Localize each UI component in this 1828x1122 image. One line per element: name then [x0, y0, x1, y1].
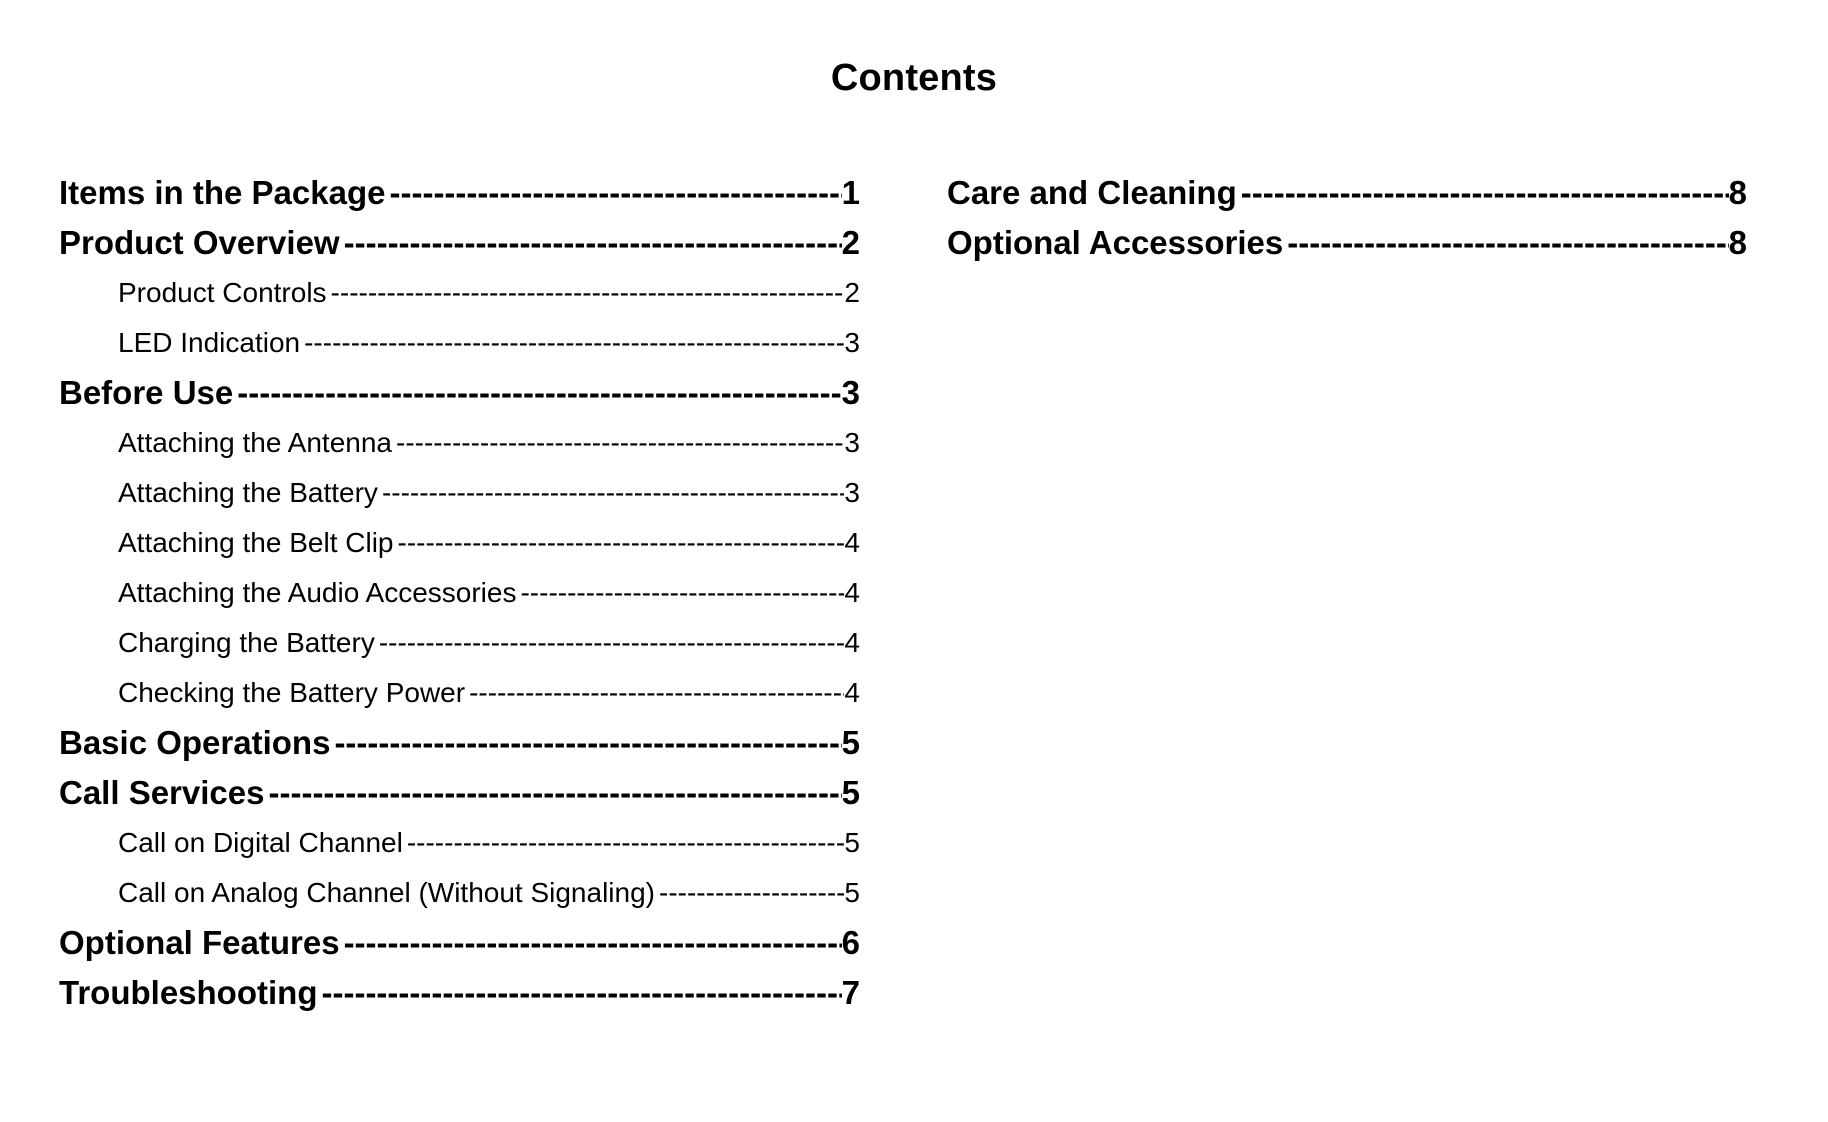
toc-page-number: 3 [841, 374, 860, 411]
toc-entry-led-indication[interactable] [59, 318, 860, 368]
toc-leader-dashes [331, 268, 845, 318]
toc-page-number: 4 [844, 577, 860, 608]
toc-page-number: 4 [844, 527, 860, 558]
toc-entry-product-controls[interactable] [59, 268, 860, 318]
toc-right-column [947, 168, 1747, 268]
toc-entry-label: Basic Operations [59, 724, 331, 761]
toc-entry-call-on-analog-channel-without-signaling[interactable] [59, 868, 860, 918]
toc-leader-dashes [321, 968, 841, 1018]
toc-leader-dashes [398, 518, 845, 568]
toc-entry-troubleshooting[interactable] [59, 968, 860, 1018]
toc-entry-label: Call Services [59, 774, 265, 811]
toc-entry-attaching-the-audio-accessories[interactable] [59, 568, 860, 618]
toc-entry-label: LED Indication [118, 327, 301, 358]
toc-entry-optional-features[interactable] [59, 918, 860, 968]
toc-page-number: 4 [844, 627, 860, 658]
toc-entry-label: Call on Digital Channel [118, 827, 403, 858]
toc-entry-label: Charging the Battery [118, 627, 375, 658]
toc-page-number: 2 [841, 224, 860, 261]
toc-leader-dashes [268, 768, 841, 818]
toc-leader-dashes [237, 368, 841, 418]
page-title: Contents [830, 57, 998, 99]
toc-page-number: 5 [841, 724, 860, 761]
toc-leader-dashes [407, 818, 845, 868]
toc-entry-product-overview[interactable] [59, 218, 860, 268]
toc-entry-label: Before Use [59, 374, 234, 411]
toc-page-number: 8 [1728, 224, 1747, 261]
toc-leader-dashes [344, 918, 842, 968]
toc-leader-dashes [396, 418, 844, 468]
toc-leader-dashes [344, 218, 842, 268]
toc-page-number: 7 [841, 974, 860, 1011]
toc-entry-charging-the-battery[interactable] [59, 618, 860, 668]
toc-entry-basic-operations[interactable] [59, 718, 860, 768]
toc-page-number: 4 [844, 677, 860, 708]
toc-page-number: 5 [844, 877, 860, 908]
toc-page-number: 2 [844, 277, 860, 308]
toc-entry-label: Product Overview [59, 224, 340, 261]
toc-leader-dashes [304, 318, 844, 368]
toc-entry-attaching-the-battery[interactable] [59, 468, 860, 518]
toc-entry-optional-accessories[interactable] [947, 218, 1747, 268]
toc-leader-dashes [520, 568, 844, 618]
toc-entry-before-use[interactable] [59, 368, 860, 418]
toc-page-number: 8 [1728, 174, 1747, 211]
toc-entry-care-and-cleaning[interactable] [947, 168, 1747, 218]
toc-entry-label: Troubleshooting [59, 974, 318, 1011]
toc-leader-dashes [1287, 218, 1728, 268]
toc-entry-label: Items in the Package [59, 174, 386, 211]
toc-left-column [59, 168, 860, 1018]
toc-entry-call-services[interactable] [59, 768, 860, 818]
toc-entry-label: Product Controls [118, 277, 327, 308]
toc-entry-label: Attaching the Battery [118, 477, 378, 508]
toc-page-number: 5 [841, 774, 860, 811]
toc-leader-dashes [379, 618, 845, 668]
toc-leader-dashes [382, 468, 844, 518]
toc-entry-attaching-the-belt-clip[interactable] [59, 518, 860, 568]
toc-entry-checking-the-battery-power[interactable] [59, 668, 860, 718]
toc-page-number: 6 [841, 924, 860, 961]
toc-leader-dashes [334, 718, 841, 768]
toc-entry-attaching-the-antenna[interactable] [59, 418, 860, 468]
toc-entry-label: Care and Cleaning [947, 174, 1237, 211]
toc-leader-dashes [659, 868, 844, 918]
toc-page-number: 5 [844, 827, 860, 858]
toc-entry-label: Call on Analog Channel (Without Signaling) [118, 877, 655, 908]
toc-page-number: 1 [841, 174, 860, 211]
toc-entry-call-on-digital-channel[interactable] [59, 818, 860, 868]
toc-entry-label: Optional Features [59, 924, 340, 961]
toc-entry-label: Checking the Battery Power [118, 677, 466, 708]
toc-entry-label: Optional Accessories [947, 224, 1284, 261]
toc-page-number: 3 [844, 477, 860, 508]
toc-entry-label: Attaching the Antenna [118, 427, 392, 458]
toc-entry-label: Attaching the Belt Clip [118, 527, 394, 558]
toc-leader-dashes [1241, 168, 1729, 218]
toc-page-number: 3 [844, 427, 860, 458]
toc-entry-label: Attaching the Audio Accessories [118, 577, 517, 608]
toc-leader-dashes [469, 668, 844, 718]
toc-leader-dashes [389, 168, 841, 218]
toc-entry-items-in-the-package[interactable] [59, 168, 860, 218]
toc-page-number: 3 [844, 327, 860, 358]
